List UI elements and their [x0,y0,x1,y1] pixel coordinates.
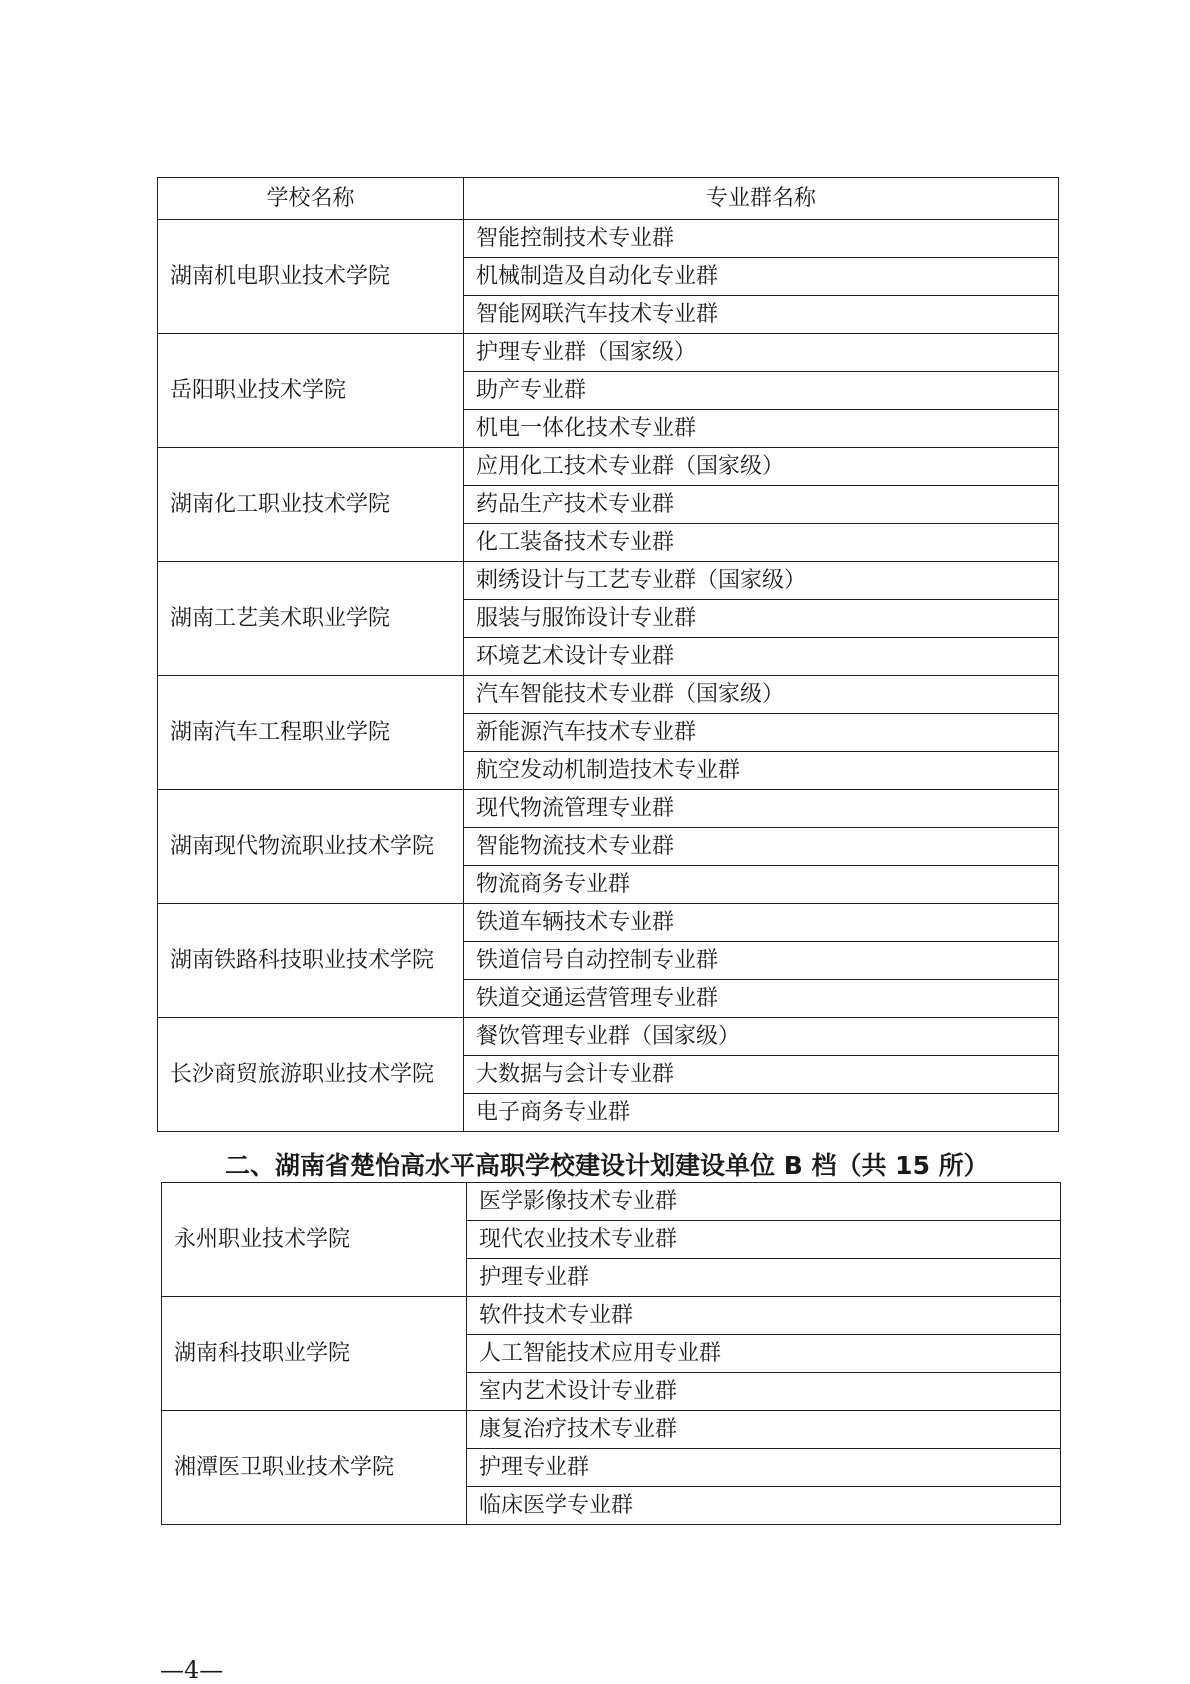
major-group-cell: 软件技术专业群 [467,1297,1061,1335]
school-name-cell: 永州职业技术学院 [162,1183,467,1297]
major-group-cell: 智能网联汽车技术专业群 [464,296,1059,334]
major-group-cell: 室内艺术设计专业群 [467,1373,1061,1411]
header-school-name: 学校名称 [158,178,464,220]
major-group-cell: 环境艺术设计专业群 [464,638,1059,676]
major-group-cell: 应用化工技术专业群（国家级） [464,448,1059,486]
school-major-table-a [157,177,1059,1132]
major-group-cell: 现代农业技术专业群 [467,1221,1061,1259]
major-group-cell: 护理专业群 [467,1259,1061,1297]
major-group-cell: 铁道车辆技术专业群 [464,904,1059,942]
school-name-cell: 岳阳职业技术学院 [158,334,464,448]
school-name-cell: 湖南机电职业技术学院 [158,220,464,334]
major-group-cell: 医学影像技术专业群 [467,1183,1061,1221]
table-row [158,904,1059,942]
table-row [162,1411,1061,1449]
school-name-cell: 长沙商贸旅游职业技术学院 [158,1018,464,1132]
table-row [158,676,1059,714]
table-row [158,790,1059,828]
school-name-cell: 湖南汽车工程职业学院 [158,676,464,790]
school-name-cell: 湖南化工职业技术学院 [158,448,464,562]
header-major-group-name: 专业群名称 [464,178,1059,220]
table-row [158,220,1059,258]
major-group-cell: 刺绣设计与工艺专业群（国家级） [464,562,1059,600]
major-group-cell: 现代物流管理专业群 [464,790,1059,828]
major-group-cell: 助产专业群 [464,372,1059,410]
major-group-cell: 护理专业群（国家级） [464,334,1059,372]
table-header-row [158,178,1059,220]
school-name-cell: 湖南工艺美术职业学院 [158,562,464,676]
major-group-cell: 智能物流技术专业群 [464,828,1059,866]
major-group-cell: 汽车智能技术专业群（国家级） [464,676,1059,714]
school-name-cell: 湖南铁路科技职业技术学院 [158,904,464,1018]
table-row [158,562,1059,600]
major-group-cell: 新能源汽车技术专业群 [464,714,1059,752]
major-group-cell: 机械制造及自动化专业群 [464,258,1059,296]
school-name-cell: 湖南现代物流职业技术学院 [158,790,464,904]
major-group-cell: 化工装备技术专业群 [464,524,1059,562]
school-name-cell: 湘潭医卫职业技术学院 [162,1411,467,1525]
major-group-cell: 人工智能技术应用专业群 [467,1335,1061,1373]
major-group-cell: 铁道交通运营管理专业群 [464,980,1059,1018]
major-group-cell: 铁道信号自动控制专业群 [464,942,1059,980]
major-group-cell: 电子商务专业群 [464,1094,1059,1132]
table-row [162,1183,1061,1221]
major-group-cell: 大数据与会计专业群 [464,1056,1059,1094]
major-group-cell: 物流商务专业群 [464,866,1059,904]
table-row [158,1018,1059,1056]
page-number: —4— [160,1656,224,1684]
major-group-cell: 服装与服饰设计专业群 [464,600,1059,638]
major-group-cell: 智能控制技术专业群 [464,220,1059,258]
major-group-cell: 护理专业群 [467,1449,1061,1487]
table-row [162,1297,1061,1335]
major-group-cell: 航空发动机制造技术专业群 [464,752,1059,790]
school-name-cell: 湖南科技职业学院 [162,1297,467,1411]
major-group-cell: 药品生产技术专业群 [464,486,1059,524]
table-row [158,334,1059,372]
major-group-cell: 餐饮管理专业群（国家级） [464,1018,1059,1056]
school-major-table-b [161,1182,1061,1525]
table-row [158,448,1059,486]
major-group-cell: 机电一体化技术专业群 [464,410,1059,448]
section-heading: 二、湖南省楚怡高水平高职学校建设计划建设单位 B 档（共 15 所） [225,1151,989,1180]
major-group-cell: 临床医学专业群 [467,1487,1061,1525]
major-group-cell: 康复治疗技术专业群 [467,1411,1061,1449]
